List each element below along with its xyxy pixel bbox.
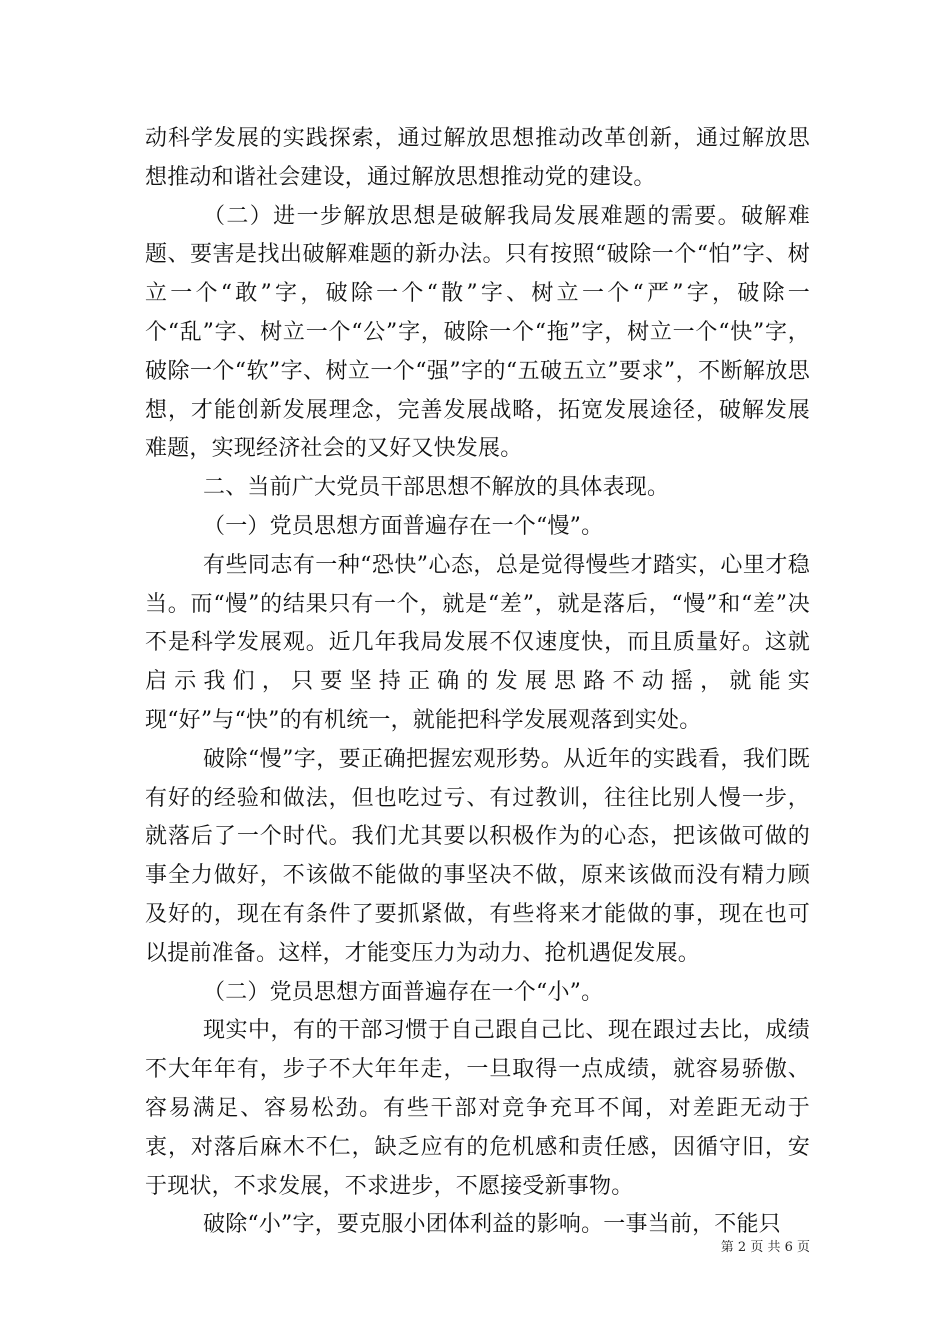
paragraph-break-slow: 破除“慢”字，要正确把握宏观形势。从近年的实践看，我们既有好的经验和做法，但也吃过亏、有过教训，往往比别人慢一步，就落后了一个时代。我们尤其要以积极作为的心态，把该做可做的事全力做好，不该做不能做的事坚决不做，原来该做而没有精力顾及好的，现在有条件了要抓紧做，有些将来才能做的事，现在也可以提前准备。这样，才能变压力为动力、抢机遇促发展。 (145, 746, 810, 966)
page-number-footer: 第 2 页 共 6 页 (720, 1240, 810, 1255)
heading-subsection-1: （一）党员思想方面普遍存在一个“慢”。 (203, 513, 604, 539)
heading-part-2: 二、当前广大党员干部思想不解放的具体表现。 (203, 475, 670, 501)
paragraph-break-small: 破除“小”字，要克服小团体利益的影响。一事当前，不能只 (203, 1212, 781, 1238)
paragraph-continuation: 动科学发展的实践探索，通过解放思想推动改革创新，通过解放思想推动和谐社会建设，通过解放思想推动党的建设。 (145, 126, 810, 190)
paragraph-section-2-2: （二）进一步解放思想是破解我局发展难题的需要。破解难题、要害是找出破解难题的新办法。只有按照“破除一个“怕”字、树立一个“敢”字，破除一个“散”字、树立一个“严”字，破除一个“乱”字、树立一个“公”字，破除一个“拖”字，树立一个“快”字，破除一个“软”字、树立一个“强”字的“五破五立”要求”，不断解放思想，才能创新发展理念，完善发展战略，拓宽发展途径，破解发展难题，实现经济社会的又好又快发展。 (145, 203, 810, 462)
document-body (145, 120, 810, 1245)
heading-subsection-2: （二）党员思想方面普遍存在一个“小”。 (203, 979, 604, 1005)
paragraph-small-mindset: 现实中，有的干部习惯于自己跟自己比、现在跟过去比，成绩不大年年有，步子不大年年走，一旦取得一点成绩，就容易骄傲、容易满足、容易松劲。有些干部对竞争充耳不闻，对差距无动于衷，对落后麻木不仁，缺乏应有的危机感和责任感，因循守旧，安于现状，不求发展，不求进步，不愿接受新事物。 (145, 1018, 810, 1199)
paragraph-slow-mindset: 有些同志有一种“恐快”心态，总是觉得慢些才踏实，心里才稳当。而“慢”的结果只有一个，就是“差”，就是落后，“慢”和“差”决不是科学发展观。近几年我局发展不仅速度快，而且质量好。这就启示我们，只要坚持正确的发展思路不动摇，就能实现“好”与“快”的有机统一，就能把科学发展观落到实处。 (145, 552, 810, 733)
